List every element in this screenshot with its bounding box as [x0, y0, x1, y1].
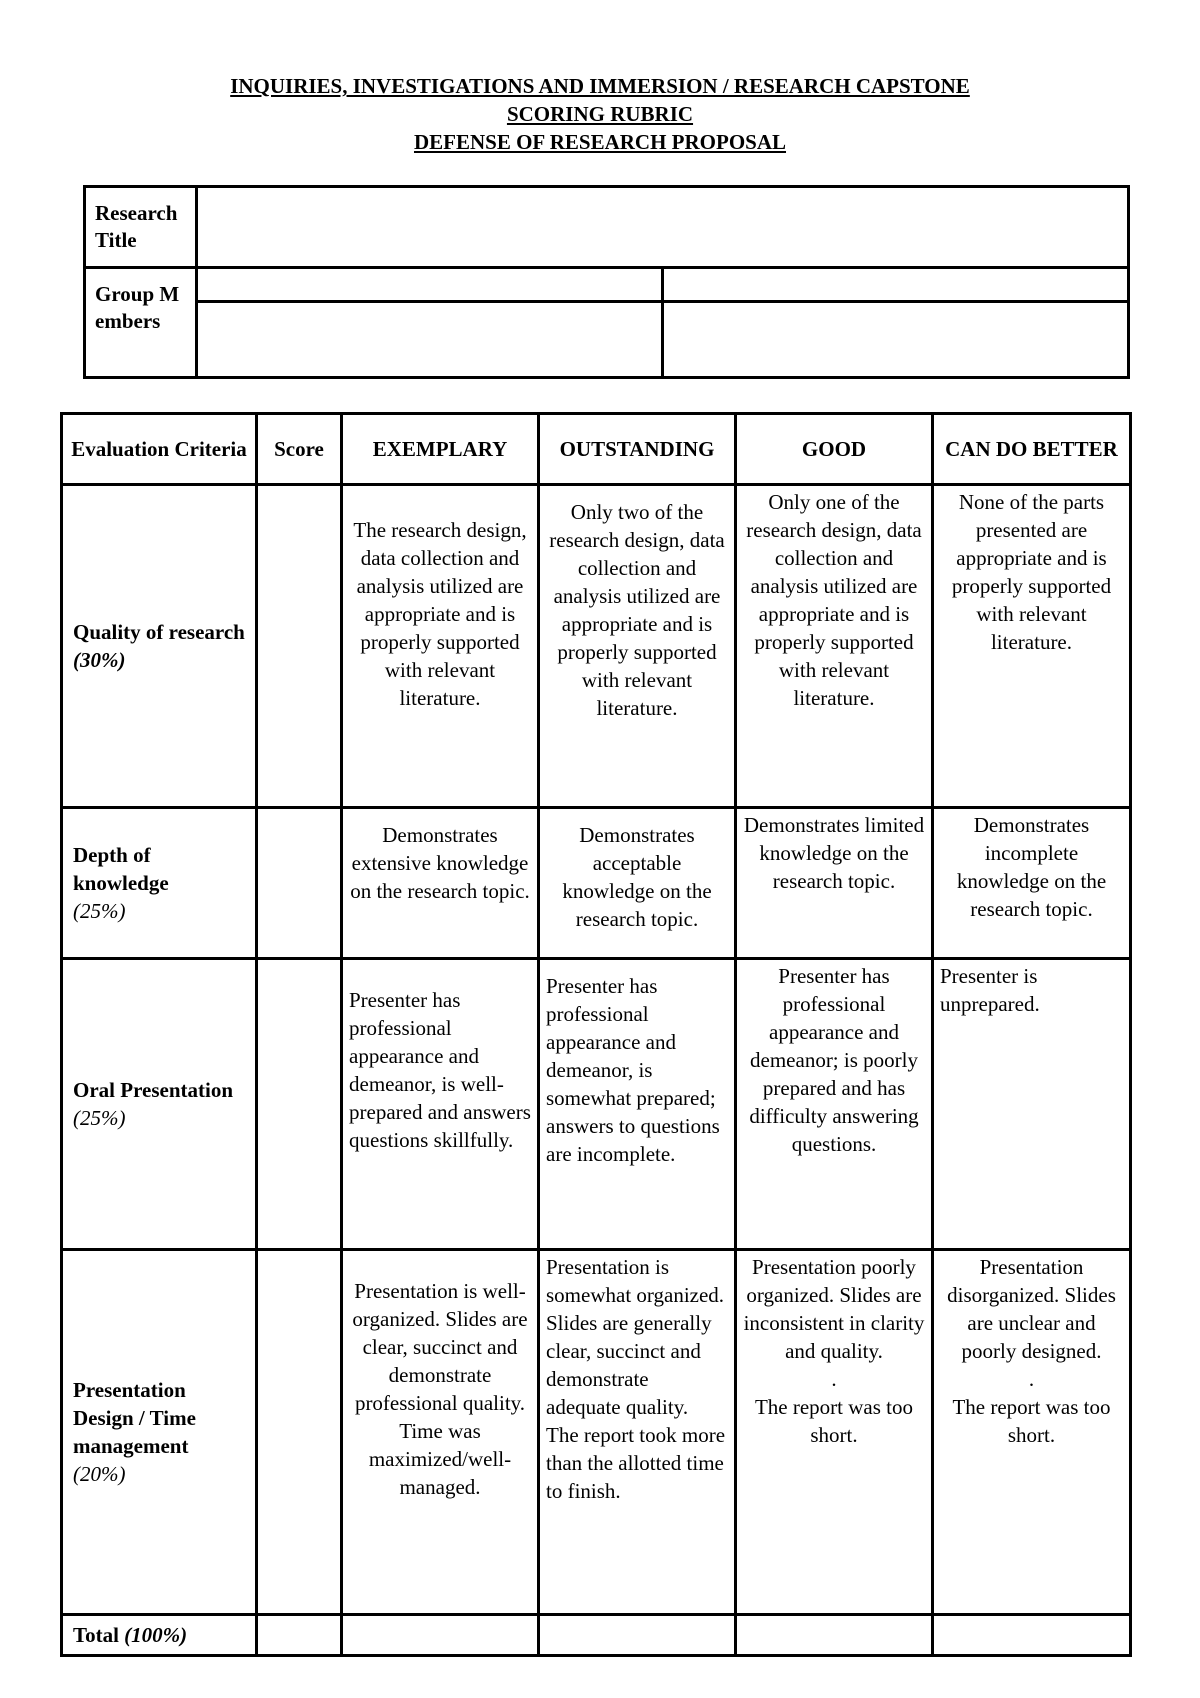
total-exemplary-field[interactable]: [342, 1615, 539, 1656]
good-descriptor: Demonstrates limited knowledge on the research topic.: [736, 808, 933, 959]
exemplary-descriptor: Presentation is well-organized. Slides are clear, succinct and demonstrate professional quality. Time was maximized/well-managed.: [342, 1250, 539, 1615]
total-outstanding-field[interactable]: [539, 1615, 736, 1656]
total-cell: [62, 1615, 257, 1656]
column-header-outstanding: OUTSTANDING: [539, 414, 736, 485]
criterion-label: Quality of research: [73, 620, 245, 644]
column-header-exemplary: EXEMPLARY: [342, 414, 539, 485]
can-do-better-descriptor: Demonstrates incomplete knowledge on the research topic.: [933, 808, 1131, 959]
exemplary-descriptor: The research design, data collection and analysis utilized are appropriate and is properly supported with relevant literature.: [342, 485, 539, 808]
group-members-label: Group Members: [85, 268, 197, 378]
research-info-table: [83, 185, 1130, 379]
column-header-criteria: Evaluation Criteria: [62, 414, 257, 485]
table-row: [62, 959, 1131, 1250]
good-descriptor: Only one of the research design, data collection and analysis utilized are appropriate and is properly supported with relevant literature.: [736, 485, 933, 808]
research-title-field[interactable]: [197, 187, 1129, 268]
table-row: [62, 808, 1131, 959]
research-title-label: Research Title: [85, 187, 197, 268]
total-label: Total: [73, 1623, 119, 1647]
document-subtitle: SCORING RUBRIC: [506, 102, 694, 126]
document-title: INQUIRIES, INVESTIGATIONS AND IMMERSION / RESEARCH CAPSTONE: [230, 74, 970, 98]
group-member-field[interactable]: [197, 268, 663, 302]
total-row: [62, 1615, 1131, 1656]
group-member-field[interactable]: [663, 268, 1129, 302]
outstanding-descriptor: Presenter has professional appearance and demeanor, is somewhat prepared; answers to questions are incomplete.: [539, 959, 736, 1250]
score-field[interactable]: [257, 1250, 342, 1615]
can-do-better-descriptor: Presentation disorganized. Slides are unclear and poorly designed. . The report was too short.: [933, 1250, 1131, 1615]
criterion-cell: [62, 485, 257, 808]
column-header-can-do-better: CAN DO BETTER: [933, 414, 1131, 485]
table-row: [62, 485, 1131, 808]
table-row: [62, 1250, 1131, 1615]
document-section-title: DEFENSE OF RESEARCH PROPOSAL: [413, 130, 787, 154]
total-good-field[interactable]: [736, 1615, 933, 1656]
group-member-field[interactable]: [197, 302, 663, 378]
criterion-weight: (25%): [73, 899, 126, 923]
outstanding-descriptor: Only two of the research design, data collection and analysis utilized are appropriate and is properly supported with relevant literature.: [539, 485, 736, 808]
column-header-score: Score: [257, 414, 342, 485]
exemplary-descriptor: Presenter has professional appearance and demeanor, is well-prepared and answers questions skillfully.: [342, 959, 539, 1250]
total-score-field[interactable]: [257, 1615, 342, 1656]
group-member-field[interactable]: [663, 302, 1129, 378]
can-do-better-descriptor: Presenter is unprepared.: [933, 959, 1131, 1250]
outstanding-descriptor: Demonstrates acceptable knowledge on the research topic.: [539, 808, 736, 959]
criterion-label: Oral Presentation: [73, 1078, 234, 1102]
scoring-rubric-table: [60, 412, 1132, 1657]
score-field[interactable]: [257, 808, 342, 959]
good-descriptor: Presentation poorly organized. Slides are inconsistent in clarity and quality. . The report was too short.: [736, 1250, 933, 1615]
criterion-label: Depth of knowledge: [73, 843, 169, 895]
outstanding-descriptor: Presentation is somewhat organized. Slides are generally clear, succinct and demonstrate adequate quality. The report took more than the allotted time to finish.: [539, 1250, 736, 1615]
exemplary-descriptor: Demonstrates extensive knowledge on the research topic.: [342, 808, 539, 959]
criterion-weight: (30%): [73, 648, 126, 672]
can-do-better-descriptor: None of the parts presented are appropriate and is properly supported with relevant literature.: [933, 485, 1131, 808]
criterion-label: Presentation Design / Time management: [73, 1378, 196, 1458]
criterion-weight: (25%): [73, 1106, 126, 1130]
criterion-cell: [62, 959, 257, 1250]
column-header-good: GOOD: [736, 414, 933, 485]
score-field[interactable]: [257, 485, 342, 808]
score-field[interactable]: [257, 959, 342, 1250]
rubric-header-row: [62, 414, 1131, 485]
total-weight: (100%): [124, 1623, 188, 1647]
criterion-cell: [62, 1250, 257, 1615]
good-descriptor: Presenter has professional appearance and demeanor; is poorly prepared and has difficulty answering questions.: [736, 959, 933, 1250]
total-can-do-better-field[interactable]: [933, 1615, 1131, 1656]
criterion-weight: (20%): [73, 1462, 126, 1486]
criterion-cell: [62, 808, 257, 959]
